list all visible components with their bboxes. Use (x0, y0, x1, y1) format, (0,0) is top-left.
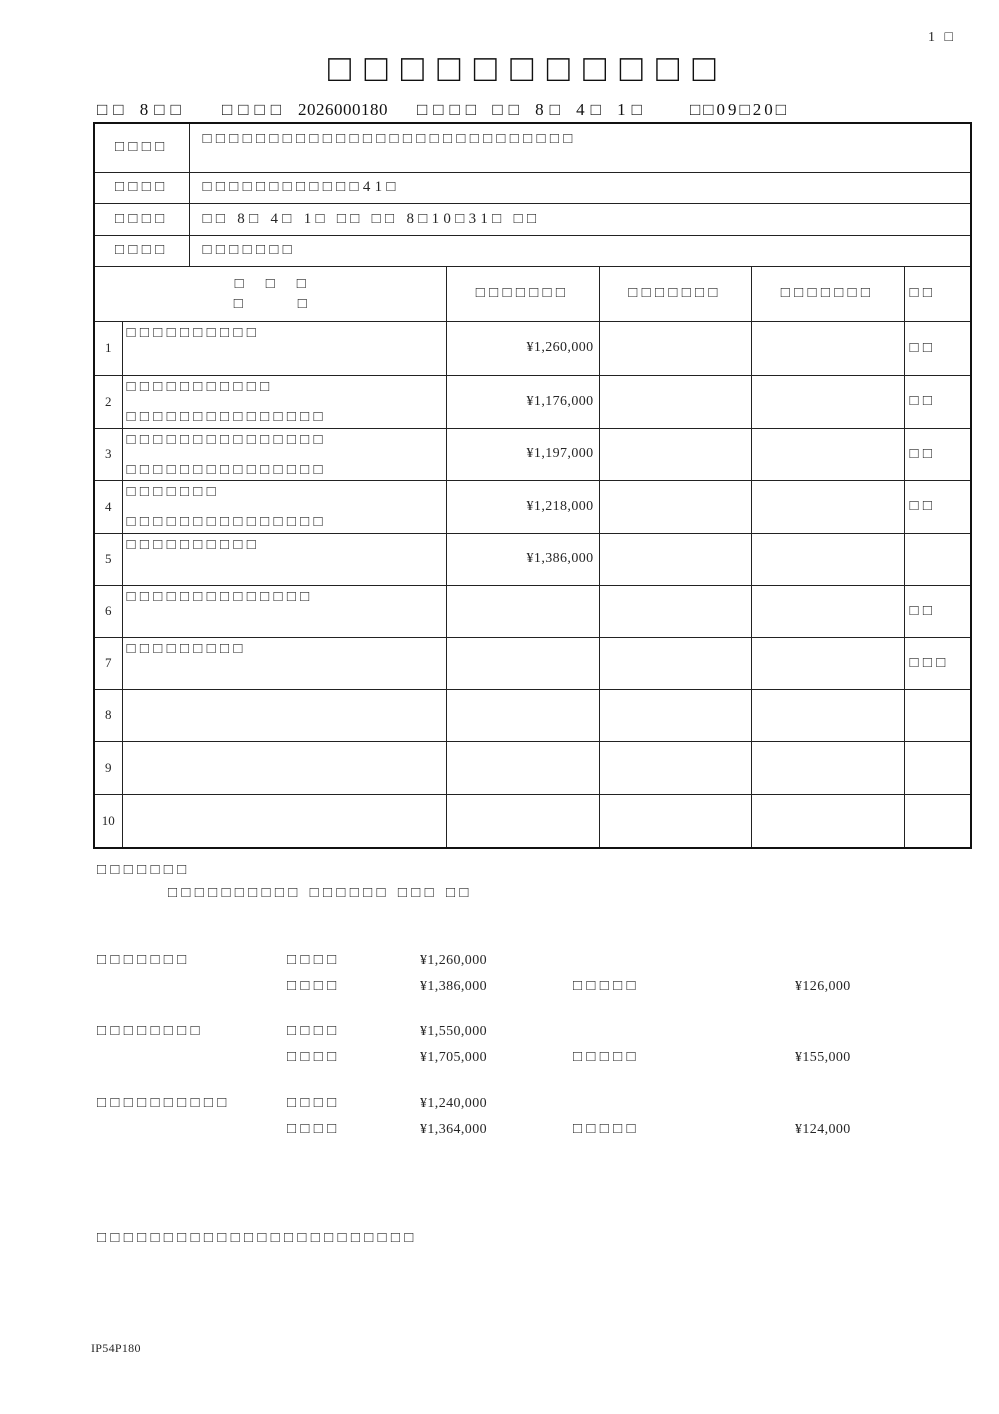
summary-row2-value: ¥1,705,000 (420, 1050, 487, 1065)
note-cell (904, 741, 971, 794)
item-name-line1: □□□□□□□□□□□□□□ (126, 588, 314, 605)
item-name-cell (122, 794, 446, 848)
item-name-cell (122, 375, 446, 428)
header-name-line1: □□□ (234, 275, 328, 292)
table-row (94, 533, 971, 585)
row-number: 10 (94, 794, 122, 848)
note-cell (904, 533, 971, 585)
header-number-label: □□□□ (222, 100, 288, 119)
info-row (94, 172, 971, 203)
results-table (93, 122, 972, 849)
note-cell: □□ (904, 321, 971, 375)
summary-diff-value: ¥155,000 (795, 1050, 851, 1065)
item-name-cell (122, 480, 446, 533)
header-era: □□ 8□□ (97, 100, 187, 119)
summary-diff-label: □□□□□ (573, 1121, 640, 1137)
row-number: 1 (94, 321, 122, 375)
column2-cell (599, 637, 751, 689)
document-title: □□□□□□□□□□□ (328, 48, 729, 90)
item-name-line2: □□□□□□□□□□□□□□□ (126, 408, 327, 425)
summary-row1-value: ¥1,550,000 (420, 1024, 487, 1039)
header-note: □□ (904, 266, 971, 321)
info-row (94, 203, 971, 235)
remarks-label: □□□□□□□ (97, 862, 191, 878)
summary-label: □□□□□□□ (97, 952, 191, 968)
item-name-line1: □□□□□□□□□□ (126, 536, 261, 553)
note-cell: □□ (904, 428, 971, 480)
item-name-cell (122, 321, 446, 375)
summary-diff-value: ¥124,000 (795, 1122, 851, 1137)
table-row (94, 794, 971, 848)
table-row (94, 689, 971, 741)
summary-row1-value: ¥1,240,000 (420, 1096, 487, 1111)
info-label: □□□□ (94, 203, 189, 235)
item-name-line2: □□□□□□□□□□□□□□□ (126, 513, 327, 530)
info-label: □□□□ (94, 123, 189, 172)
info-value: □□□□□□□□□□□□□□□□□□□□□□□□□□□□ (189, 123, 971, 172)
column2-cell (599, 689, 751, 741)
header-number: 2026000180 (298, 100, 388, 119)
table-header-row (94, 266, 971, 321)
amount-cell: ¥1,260,000 (446, 321, 599, 375)
item-name-cell (122, 533, 446, 585)
column2-cell (599, 428, 751, 480)
item-name-cell (122, 689, 446, 741)
summary-row2-label: □□□□ (287, 978, 341, 994)
amount-cell: ¥1,197,000 (446, 428, 599, 480)
row-number: 3 (94, 428, 122, 480)
item-name-line1: □□□□□□□□□□ (126, 324, 261, 341)
note-cell (904, 689, 971, 741)
column2-cell (599, 585, 751, 637)
row-number: 7 (94, 637, 122, 689)
remarks-text: □□□□□□□□□□ □□□□□□ □□□ □□ (168, 885, 473, 901)
table-row (94, 480, 971, 533)
column2-cell (599, 375, 751, 428)
summary-label: □□□□□□□□□□ (97, 1095, 231, 1111)
item-name-cell (122, 637, 446, 689)
amount-cell (446, 689, 599, 741)
column2-cell (599, 794, 751, 848)
table-row (94, 375, 971, 428)
column3-cell (751, 480, 904, 533)
item-name-cell (122, 585, 446, 637)
column3-cell (751, 637, 904, 689)
table-row (94, 321, 971, 375)
header-col3: □□□□□□□ (751, 266, 904, 321)
header-date: □□□□ □□ 8□ 4□ 1□ (417, 100, 648, 119)
item-name-cell (122, 741, 446, 794)
column3-cell (751, 741, 904, 794)
column2-cell (599, 741, 751, 794)
note-cell: □□□ (904, 637, 971, 689)
note-cell: □□ (904, 375, 971, 428)
info-value: □□ 8□ 4□ 1□ □□ □□ 8□10□31□ □□ (189, 203, 971, 235)
summary-row2-label: □□□□ (287, 1121, 341, 1137)
row-number: 6 (94, 585, 122, 637)
column3-cell (751, 794, 904, 848)
table-row (94, 741, 971, 794)
amount-cell (446, 585, 599, 637)
column2-cell (599, 480, 751, 533)
summary-label: □□□□□□□□ (97, 1023, 204, 1039)
header-time: □□09□20□ (690, 100, 790, 119)
note-cell (904, 794, 971, 848)
note-cell: □□ (904, 585, 971, 637)
amount-cell (446, 637, 599, 689)
info-row (94, 123, 971, 172)
amount-cell (446, 741, 599, 794)
page-number: 1 □ (928, 30, 956, 45)
summary-row1-value: ¥1,260,000 (420, 953, 487, 968)
table-row (94, 585, 971, 637)
column3-cell (751, 533, 904, 585)
info-row (94, 235, 971, 266)
item-name-line1: □□□□□□□□□□□ (126, 378, 274, 395)
column3-cell (751, 375, 904, 428)
info-value: □□□□□□□□□□□□41□ (189, 172, 971, 203)
summary-row1-label: □□□□ (287, 1095, 341, 1111)
summary-row2-value: ¥1,364,000 (420, 1122, 487, 1137)
header-name-cell (94, 266, 446, 321)
column3-cell (751, 428, 904, 480)
table-row (94, 637, 971, 689)
document-code: IP54P180 (91, 1341, 141, 1355)
summary-diff-label: □□□□□ (573, 1049, 640, 1065)
summary-row2-value: ¥1,386,000 (420, 979, 487, 994)
amount-cell: ¥1,386,000 (446, 533, 599, 585)
item-name-line2: □□□□□□□□□□□□□□□ (126, 461, 327, 478)
item-name-line1: □□□□□□□ (126, 483, 221, 500)
summary-row1-label: □□□□ (287, 1023, 341, 1039)
item-name-line1: □□□□□□□□□□□□□□□ (126, 431, 327, 448)
row-number: 8 (94, 689, 122, 741)
info-label: □□□□ (94, 172, 189, 203)
summary-row1-label: □□□□ (287, 952, 341, 968)
column2-cell (599, 321, 751, 375)
row-number: 2 (94, 375, 122, 428)
row-number: 5 (94, 533, 122, 585)
header-col2: □□□□□□□ (599, 266, 751, 321)
item-name-cell (122, 428, 446, 480)
summary-diff-label: □□□□□ (573, 978, 640, 994)
item-name-line1: □□□□□□□□□ (126, 640, 247, 657)
column3-cell (751, 585, 904, 637)
row-number: 4 (94, 480, 122, 533)
table-row (94, 428, 971, 480)
amount-cell: ¥1,218,000 (446, 480, 599, 533)
info-value: □□□□□□□ (189, 235, 971, 266)
header-name-line2: □□ (233, 295, 362, 312)
footer-note: □□□□□□□□□□□□□□□□□□□□□□□□ (97, 1230, 418, 1246)
note-cell: □□ (904, 480, 971, 533)
column3-cell (751, 689, 904, 741)
column3-cell (751, 321, 904, 375)
column2-cell (599, 533, 751, 585)
summary-row2-label: □□□□ (287, 1049, 341, 1065)
row-number: 9 (94, 741, 122, 794)
summary-diff-value: ¥126,000 (795, 979, 851, 994)
amount-cell: ¥1,176,000 (446, 375, 599, 428)
amount-cell (446, 794, 599, 848)
info-label: □□□□ (94, 235, 189, 266)
header-col1: □□□□□□□ (446, 266, 599, 321)
